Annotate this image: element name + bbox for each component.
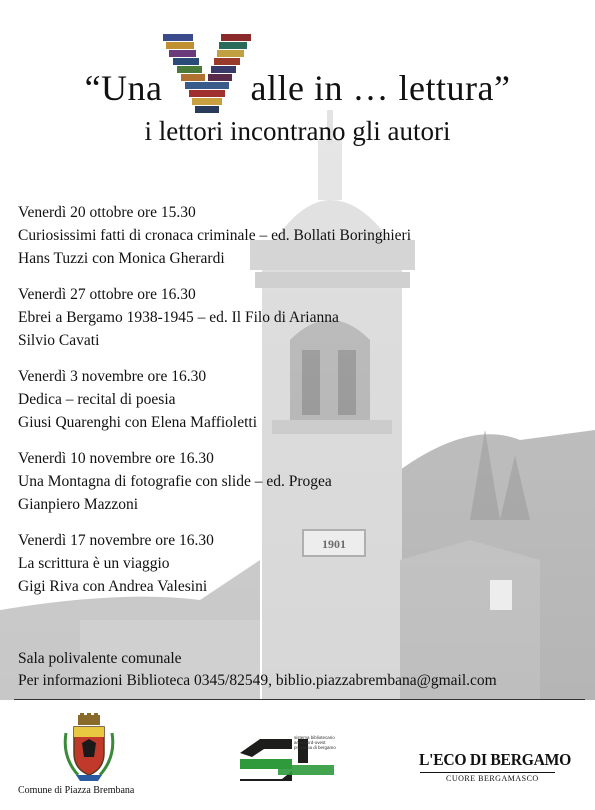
event-people: Gigi Riva con Andrea Valesini bbox=[18, 578, 208, 595]
event-title: Una Montagna di fotografie con slide – ed. Progea bbox=[18, 473, 332, 490]
event-item bbox=[18, 447, 411, 516]
sb-line: provincia di bergamo bbox=[294, 745, 336, 750]
eco-divider bbox=[420, 772, 555, 773]
sb-caption bbox=[294, 735, 336, 750]
event-list bbox=[18, 201, 411, 611]
venue-info bbox=[18, 648, 497, 692]
event-item bbox=[18, 283, 411, 352]
poster-subtitle: i lettori incontrano gli autori bbox=[144, 116, 451, 146]
event-date: Venerdì 27 ottobre ore 16.30 bbox=[18, 286, 196, 303]
event-people: Hans Tuzzi con Monica Gherardi bbox=[18, 250, 225, 267]
event-title: Curiosissimi fatti di cronaca criminale – ed. Bollati Boringhieri bbox=[18, 227, 412, 244]
event-item bbox=[18, 201, 411, 270]
venue-place: Sala polivalente comunale bbox=[18, 650, 182, 667]
sponsor-footer bbox=[0, 705, 595, 810]
event-title: La scrittura è un viaggio bbox=[18, 555, 170, 572]
event-title: Dedica – recital di poesia bbox=[18, 391, 176, 408]
event-date: Venerdì 10 novembre ore 16.30 bbox=[18, 450, 214, 467]
comune-label: Comune di Piazza Brembana bbox=[18, 785, 135, 796]
eco-di-bergamo-logo: L'ECO DI BERGAMO bbox=[419, 750, 572, 769]
sb-line: area nord-ovest bbox=[294, 740, 326, 745]
event-title: Ebrei a Bergamo 1938-1945 – ed. Il Filo di Arianna bbox=[18, 309, 339, 326]
venue-contact: Per informazioni Biblioteca 0345/82549, biblio.piazzabrembana@gmail.com bbox=[18, 672, 497, 689]
comune-crest-icon bbox=[60, 713, 118, 785]
event-people: Gianpiero Mazzoni bbox=[18, 496, 139, 513]
title-rest: alle in … lettura” bbox=[250, 68, 511, 108]
event-people: Giusi Quarenghi con Elena Maffioletti bbox=[18, 414, 258, 431]
event-date: Venerdì 3 novembre ore 16.30 bbox=[18, 368, 207, 385]
book-spine-v-icon bbox=[161, 30, 253, 122]
event-item bbox=[18, 529, 411, 598]
event-date: Venerdì 20 ottobre ore 15.30 bbox=[18, 204, 196, 221]
sb-line: sistema bibliotecario bbox=[294, 735, 335, 740]
event-item bbox=[18, 365, 411, 434]
event-people: Silvio Cavati bbox=[18, 332, 100, 349]
event-date: Venerdì 17 novembre ore 16.30 bbox=[18, 532, 214, 549]
title-open: “Una bbox=[84, 68, 163, 108]
plaque-year: 1901 bbox=[322, 537, 346, 551]
eco-tagline: CUORE BERGAMASCO bbox=[446, 774, 539, 783]
poster-title bbox=[0, 62, 595, 122]
footer-divider bbox=[14, 699, 585, 700]
